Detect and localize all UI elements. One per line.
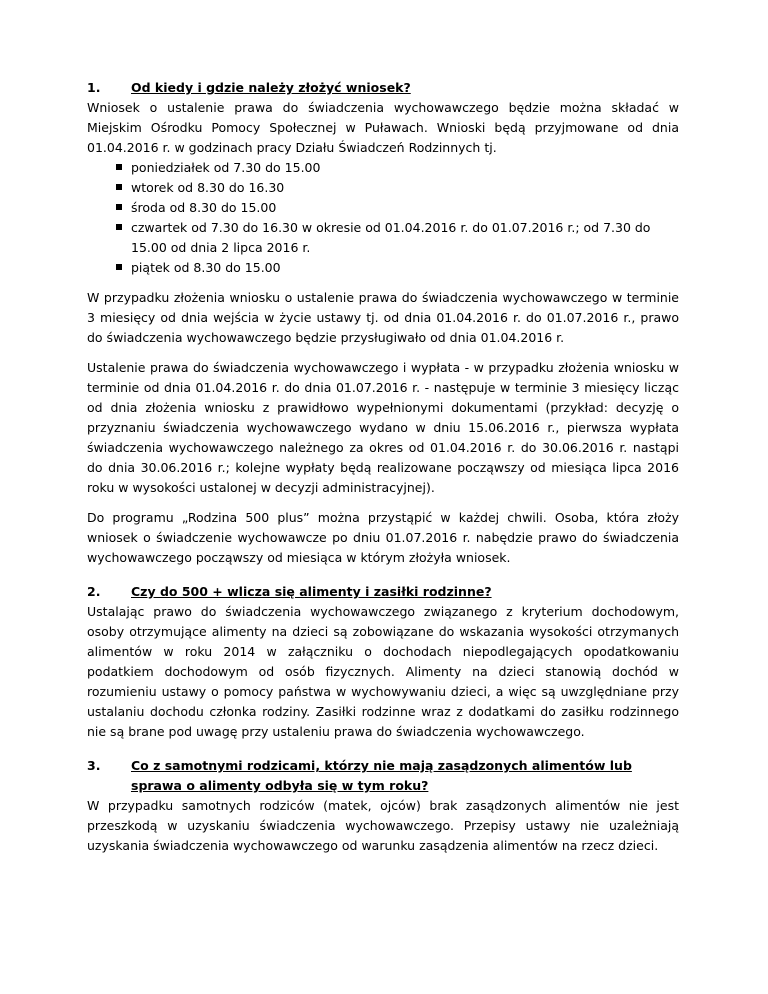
bullet-square-icon: [116, 264, 122, 270]
section-1-title: Od kiedy i gdzie należy złożyć wniosek?: [131, 80, 411, 95]
list-item: piątek od 8.30 do 15.00: [87, 258, 679, 278]
section-2: [87, 582, 679, 742]
section-1-paragraph: W przypadku złożenia wniosku o ustalenie prawa do świadczenia wychowawczego w terminie 3 miesięcy od dnia wejścia w życie ustawy tj. od dnia 01.04.2016 r. do 01.07.2016 r., prawo do świadczenia wychowawczego będzie przysługiwało od dnia 01.04.2016 r.: [87, 290, 679, 345]
section-2-title: Czy do 500 + wlicza się alimenty i zasiłki rodzinne?: [131, 584, 492, 599]
bullet-square-icon: [116, 164, 122, 170]
section-1-heading: [87, 78, 679, 98]
document-page: [87, 78, 679, 856]
section-3-heading: [87, 756, 679, 796]
section-3-body: W przypadku samotnych rodziców (matek, ojców) brak zasądzonych alimentów nie jest przeszkodą w uzyskaniu świadczenia wychowawczego. Przepisy ustawy nie uzależniają uzyskania świadczenia wychowawczego od warunku zasądzenia alimentów na rzecz dzieci.: [87, 798, 679, 853]
section-2-heading: [87, 582, 679, 602]
bullet-square-icon: [116, 204, 122, 210]
list-item: czwartek od 7.30 do 16.30 w okresie od 01.04.2016 r. do 01.07.2016 r.; od 7.30 do 15.00 od dnia 2 lipca 2016 r.: [87, 218, 679, 258]
section-1-intro: Wniosek o ustalenie prawa do świadczenia wychowawczego będzie można składać w Miejskim Ośrodku Pomocy Społecznej w Puławach. Wnioski będą przyjmowane od dnia 01.04.2016 r. w godzinach pracy Działu Świadczeń Rodzinnych tj.: [87, 100, 679, 155]
section-3-number: 3.: [87, 758, 101, 773]
list-item: wtorek od 8.30 do 16.30: [87, 178, 679, 198]
list-item: środa od 8.30 do 15.00: [87, 198, 679, 218]
section-3-title: Co z samotnymi rodzicami, którzy nie mają zasądzonych alimentów lub sprawa o alimenty odbyła się w tym roku?: [131, 758, 632, 793]
section-1: [87, 78, 679, 568]
section-1-paragraph: Ustalenie prawa do świadczenia wychowawczego i wypłata - w przypadku złożenia wniosku w terminie od dnia 01.04.2016 r. do dnia 01.07.2016 r. - następuje w terminie 3 miesięcy licząc od dnia złożenia wniosku z prawidłowo wypełnionymi dokumentami (przykład: decyzję o przyznaniu świadczenia wychowawczego wydano w dniu 15.06.2016 r., pierwsza wypłata świadczenia wychowawczego należnego za okres od 01.04.2016 r. do 30.06.2016 r. nastąpi do dnia 30.06.2016 r.; kolejne wypłaty będą realizowane począwszy od miesiąca lipca 2016 roku w wysokości ustalonej w decyzji administracyjnej).: [87, 360, 679, 495]
section-1-number: 1.: [87, 80, 101, 95]
list-item: poniedziałek od 7.30 do 15.00: [87, 158, 679, 178]
section-2-number: 2.: [87, 584, 101, 599]
section-1-paragraph: Do programu „Rodzina 500 plus” można przystąpić w każdej chwili. Osoba, która złoży wniosek o świadczenie wychowawcze po dniu 01.07.2016 r. nabędzie prawo do świadczenia wychowawczego począwszy od miesiąca w którym złożyła wniosek.: [87, 510, 679, 565]
bullet-square-icon: [116, 224, 122, 230]
office-hours-list: [87, 158, 679, 278]
bullet-square-icon: [116, 184, 122, 190]
section-2-body: Ustalając prawo do świadczenia wychowawczego związanego z kryterium dochodowym, osoby otrzymujące alimenty na dzieci są zobowiązane do wskazania wysokości otrzymanych alimentów w roku 2014 w załączniku o dochodach niepodlegających opodatkowaniu podatkiem dochodowym od osób fizycznych. Alimenty na dzieci stanowią dochód w rozumieniu ustawy o pomocy państwa w wychowywaniu dzieci, a więc są uwzględniane przy ustalaniu dochodu członka rodziny. Zasiłki rodzinne wraz z dodatkami do zasiłku rodzinnego nie są brane pod uwagę przy ustaleniu prawa do świadczenia wychowawczego.: [87, 604, 679, 739]
section-3: [87, 756, 679, 856]
